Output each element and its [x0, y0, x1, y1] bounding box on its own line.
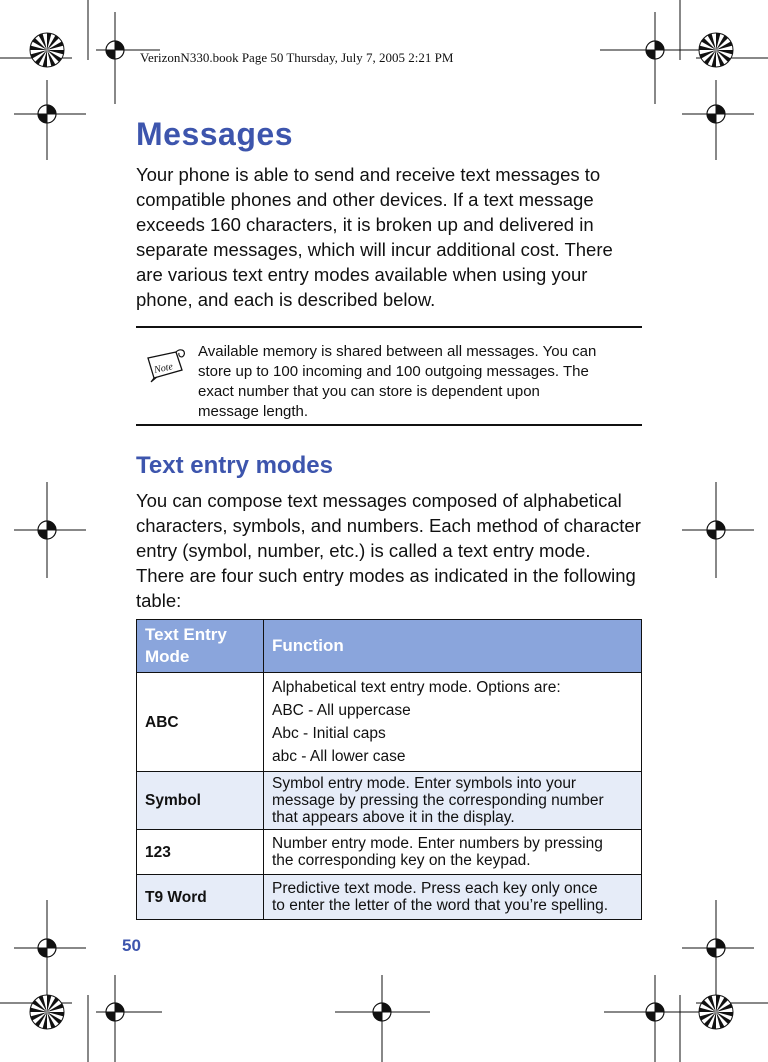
entry-modes-table	[136, 619, 642, 920]
function-line: Symbol entry mode. Enter symbols into your	[272, 775, 577, 792]
registration-quadrant	[38, 948, 47, 957]
table-row	[137, 772, 642, 830]
registration-quadrant	[716, 521, 725, 530]
section-line: table:	[136, 590, 182, 611]
function-line: Alphabetical text entry mode. Options are:	[272, 679, 561, 696]
registration-quadrant	[655, 1003, 664, 1012]
intro-line: exceeds 160 characters, it is broken up and delivered in	[136, 214, 594, 235]
registration-quadrant	[707, 530, 716, 539]
section-paragraph	[136, 488, 646, 613]
note-icon-label: Note	[153, 361, 174, 376]
function-cell	[264, 875, 642, 920]
print-header: VerizonN330.book Page 50 Thursday, July 7, 2005 2:21 PM	[140, 50, 454, 65]
intro-line: phone, and each is described below.	[136, 289, 436, 310]
note-line: exact number that you can store is dependent upon	[198, 383, 540, 400]
function-line: abc - All lower case	[272, 748, 406, 765]
section-title: Text entry modes	[136, 452, 333, 479]
registration-quadrant	[47, 105, 56, 114]
page-title: Messages	[136, 116, 293, 152]
page-number: 50	[122, 936, 141, 955]
registration-quadrant	[115, 41, 124, 50]
registration-quadrant	[38, 530, 47, 539]
note-line: Available memory is shared between all messages. You can	[198, 343, 597, 360]
section-line: characters, symbols, and numbers. Each method of character	[136, 515, 641, 536]
function-line: Number entry mode. Enter numbers by pressing	[272, 835, 603, 852]
table-row	[137, 875, 642, 920]
column-header-mode: Text Entry Mode	[137, 620, 264, 673]
registration-quadrant	[373, 1012, 382, 1021]
function-line: ABC - All uppercase	[272, 702, 411, 719]
column-header-function: Function	[264, 620, 642, 673]
registration-quadrant	[655, 41, 664, 50]
function-cell	[264, 673, 642, 772]
registration-quadrant	[106, 1012, 115, 1021]
note-line: message length.	[198, 403, 309, 420]
function-line: the corresponding key on the keypad.	[272, 852, 531, 869]
registration-quadrant	[115, 1003, 124, 1012]
mode-cell: Symbol	[137, 772, 264, 830]
table-row	[137, 673, 642, 772]
function-line: message by pressing the corresponding number	[272, 792, 604, 809]
intro-paragraph	[136, 162, 636, 312]
registration-quadrant	[47, 939, 56, 948]
function-line: Abc - Initial caps	[272, 725, 386, 742]
mode-cell: ABC	[137, 673, 264, 772]
function-cell	[264, 830, 642, 875]
registration-quadrant	[47, 521, 56, 530]
note-icon	[142, 344, 188, 384]
intro-line: are various text entry modes available when using your	[136, 264, 588, 285]
registration-quadrant	[382, 1003, 391, 1012]
registration-quadrant	[106, 50, 115, 59]
intro-line: separate messages, which will incur additional cost. There	[136, 239, 613, 260]
registration-quadrant	[716, 105, 725, 114]
note-line: store up to 100 incoming and 100 outgoing messages. The	[198, 363, 589, 380]
registration-quadrant	[646, 50, 655, 59]
registration-quadrant	[38, 114, 47, 123]
function-line: that appears above it in the display.	[272, 809, 515, 826]
function-line: Predictive text mode. Press each key only once	[272, 880, 598, 897]
function-line: to enter the letter of the word that you’re spelling.	[272, 897, 609, 914]
registration-quadrant	[707, 948, 716, 957]
table-row	[137, 830, 642, 875]
intro-line: Your phone is able to send and receive text messages to	[136, 164, 601, 185]
mode-cell: 123	[137, 830, 264, 875]
section-line: You can compose text messages composed of alphabetical	[136, 490, 622, 511]
registration-quadrant	[707, 114, 716, 123]
registration-quadrant	[716, 939, 725, 948]
note-box	[136, 326, 642, 426]
function-cell	[264, 772, 642, 830]
mode-cell: T9 Word	[137, 875, 264, 920]
table-header-row	[137, 620, 642, 673]
intro-line: compatible phones and other devices. If a text message	[136, 189, 594, 210]
note-text	[198, 342, 640, 422]
section-line: entry (symbol, number, etc.) is called a text entry mode.	[136, 540, 591, 561]
registration-quadrant	[646, 1012, 655, 1021]
section-line: There are four such entry modes as indicated in the following	[136, 565, 636, 586]
